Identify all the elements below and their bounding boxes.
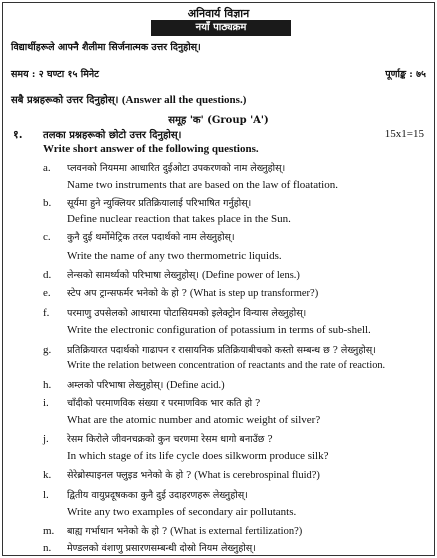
subject-title: अनिवार्य विज्ञान xyxy=(187,7,250,20)
list-item xyxy=(43,268,300,281)
item-english-inline: (What is external fertilization?) xyxy=(170,526,303,537)
list-item xyxy=(43,343,376,356)
item-letter: l. xyxy=(43,489,49,501)
item-nepali: द्वितीय वायुप्रदूषकका कुनै दुई उदाहरणहरू लेख्नुहोस्। xyxy=(67,490,248,501)
instruction-text: विद्यार्थीहरूले आफ्नै शैलीमा सिर्जनात्मक उत्तर दिनुहोस्। xyxy=(11,42,201,53)
item-english: Define nuclear reaction that takes place in the Sun. xyxy=(67,213,291,225)
item-english: Name two instruments that are based on the law of floatation. xyxy=(67,179,338,191)
item-english: Write any two examples of secondary air pollutants. xyxy=(67,506,297,518)
exam-page xyxy=(2,2,435,556)
item-letter: c. xyxy=(43,231,51,243)
time-allowed: समय : २ घण्टा १५ मिनेट xyxy=(11,69,99,80)
item-nepali: सूर्यमा हुने न्युक्लियर प्रतिक्रियालाई परिभाषित गर्नुहोस्। xyxy=(67,198,252,209)
question-text-english: Write short answer of the following questions. xyxy=(43,143,259,155)
item-nepali: स्टेप अप ट्रान्सफर्मर भनेको के हो ? xyxy=(67,288,187,299)
list-item xyxy=(43,468,320,481)
curriculum-banner: नयाँ पाठ्यक्रम xyxy=(151,20,291,36)
list-item xyxy=(43,541,256,554)
list-item xyxy=(43,378,225,391)
answer-all-english: (Answer all the questions.) xyxy=(121,94,247,106)
item-english: In which stage of its life cycle does silkworm produce silk? xyxy=(67,450,329,462)
item-nepali: मेण्डलको वंशाणु प्रसारणसम्बन्धी दोस्रो नियम लेख्नुहोस्। xyxy=(67,543,256,554)
full-marks: पूर्णाङ्क : ७५ xyxy=(385,69,426,80)
item-english: Write the name of any two thermometric liquids. xyxy=(67,250,282,262)
item-english: Write the relation between concentration of reactants and the rate of reaction. xyxy=(67,360,386,371)
item-english: Write the electronic configuration of potassium in terms of sub-shell. xyxy=(67,324,371,336)
list-item xyxy=(43,161,285,174)
item-nepali: सेरेब्रोस्पाइनल फ्लुइड भनेको के हो ? xyxy=(67,470,192,481)
item-letter: n. xyxy=(43,542,52,554)
item-letter: a. xyxy=(43,162,51,174)
item-english: What are the atomic number and atomic weight of silver? xyxy=(67,414,321,426)
group-heading: समूह 'क' (Group 'A') xyxy=(168,115,269,126)
item-english-inline: (What is cerebrospinal fluid?) xyxy=(194,470,320,481)
item-nepali: बाह्य गर्भाधान भनेको के हो ? xyxy=(67,526,168,537)
item-letter: d. xyxy=(43,269,52,281)
item-english-inline: (Define acid.) xyxy=(166,380,225,391)
item-english-inline: (What is step up transformer?) xyxy=(189,288,319,299)
item-letter: i. xyxy=(43,397,49,409)
item-nepali: प्लवनको नियममा आधारित दुईओटा उपकरणको नाम लेख्नुहोस्। xyxy=(67,163,286,174)
item-letter: j. xyxy=(43,433,49,445)
item-letter: g. xyxy=(43,344,52,356)
list-item xyxy=(43,230,235,243)
list-item xyxy=(43,432,273,445)
item-nepali: कुनै दुई थर्मोमेट्रिक तरल पदार्थको नाम लेख्नुहोस्। xyxy=(67,232,235,243)
item-letter: b. xyxy=(43,197,52,209)
item-nepali: चाँदीको परमाणविक संख्या र परमाणविक भार कति हो ? xyxy=(67,398,261,409)
item-nepali: लेन्सको सामर्थ्यको परिभाषा लेख्नुहोस्। xyxy=(67,270,199,281)
list-item xyxy=(43,396,260,409)
item-letter: e. xyxy=(43,287,51,299)
answer-all-nepali: सबै प्रश्नहरूको उत्तर दिनुहोस्। xyxy=(11,95,119,106)
item-letter: f. xyxy=(43,307,50,319)
question-marks: 15x1=15 xyxy=(384,128,424,140)
answer-all-line xyxy=(11,92,246,106)
item-nepali: अम्लको परिभाषा लेख्नुहोस्। xyxy=(67,380,164,391)
list-item xyxy=(43,196,251,209)
list-item xyxy=(43,488,248,501)
question-number: १. xyxy=(13,128,23,141)
item-english-inline: (Define power of lens.) xyxy=(201,270,300,281)
item-letter: k. xyxy=(43,469,52,481)
question-text-nepali: तलका प्रश्नहरूको छोटो उत्तर दिनुहोस्। xyxy=(43,130,182,141)
item-letter: h. xyxy=(43,379,52,391)
list-item xyxy=(43,286,318,299)
item-nepali: परमाणु उपसेलको आधारमा पोटासियमको इलेक्ट्रोन विन्यास लेख्नुहोस्। xyxy=(67,308,307,319)
item-nepali: प्रतिक्रियारत पदार्थको गाढापन र रासायनिक प्रतिक्रियाबीचको कस्तो सम्बन्ध छ ? लेख्नुहोस्। xyxy=(67,345,376,356)
list-item xyxy=(43,524,302,537)
item-letter: m. xyxy=(43,525,55,537)
list-item xyxy=(43,306,306,319)
item-nepali: रेसम किरोले जीवनचक्रको कुन चरणमा रेसम धागो बनाउँछ ? xyxy=(67,434,273,445)
